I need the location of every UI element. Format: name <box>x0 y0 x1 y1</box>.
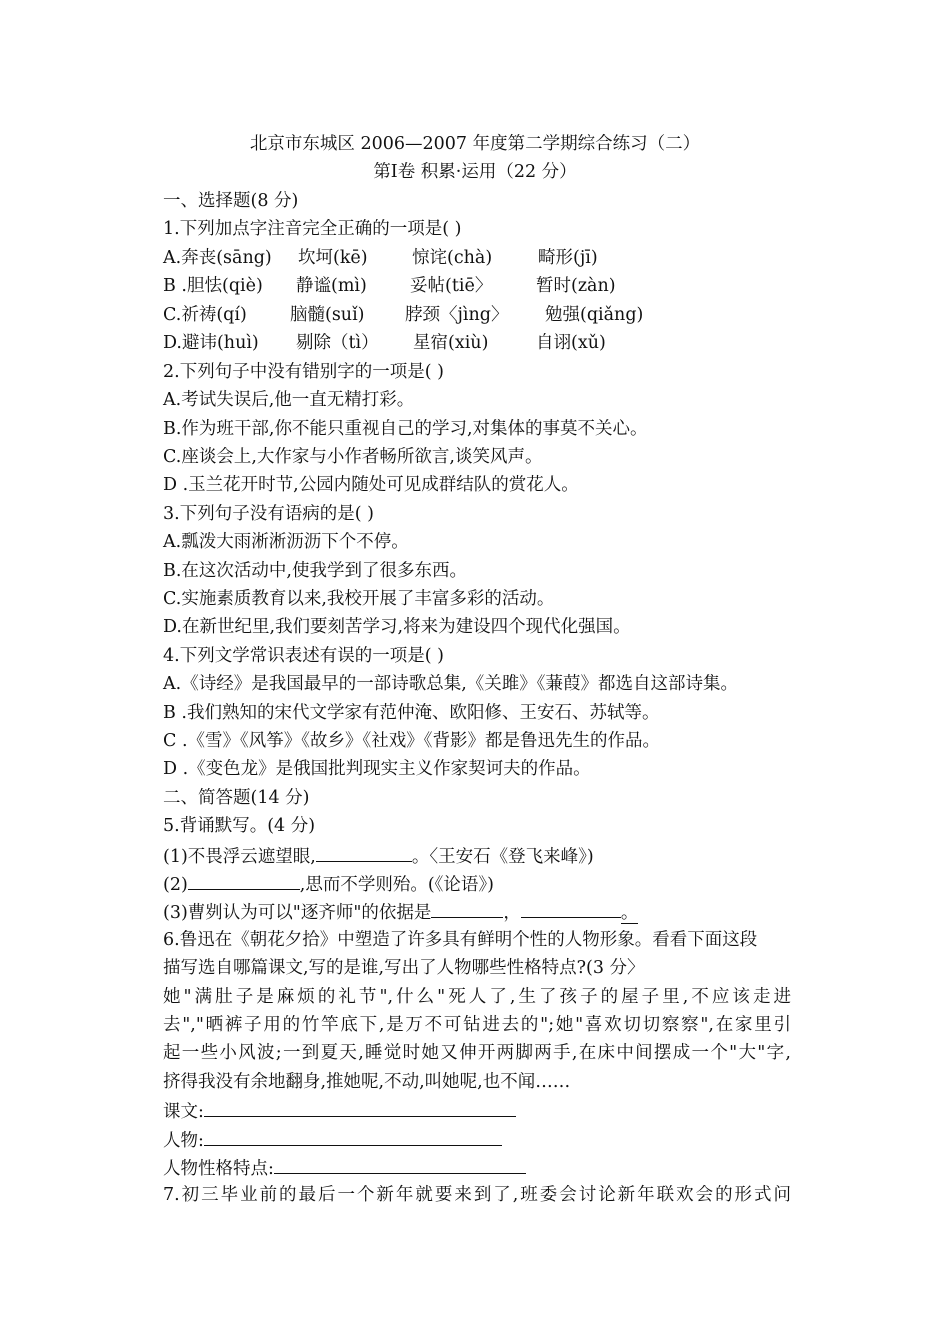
recite-source: 。〈王安石《登飞来峰》) <box>411 847 594 867</box>
recite-prompt: (3)曹刿认为可以"逐齐师"的依据是 <box>163 903 432 923</box>
question-3-option-a: A.瓢泼大雨淅淅沥沥下个不停。 <box>163 532 409 552</box>
option-cell: C.祈祷(qí) <box>163 305 247 325</box>
passage-line: 起一些小风波;一到夏天,睡觉时她又伸开两脚两手,在床中间摆成一个"大"字, <box>163 1043 791 1063</box>
answer-blank[interactable] <box>188 869 300 890</box>
question-3-option-b: B.在这次活动中,使我学到了很多东西。 <box>163 561 467 581</box>
option-cell: 脖颈〈jìng〉 <box>405 305 509 325</box>
passage-line: 去","晒裤子用的竹竿底下,是万不可钻进去的";她"喜欢切切察察",在家里引 <box>163 1015 791 1035</box>
question-3-stem: 3.下列句子没有语病的是( ) <box>163 504 374 524</box>
option-cell: 勉强(qiǎng) <box>545 305 644 325</box>
option-cell: 妥帖(tiē〉 <box>410 276 493 296</box>
question-4-option-b: B .我们熟知的宋代文学家有范仲淹、欧阳修、王安石、苏轼等。 <box>163 703 660 723</box>
answer-blank[interactable] <box>204 1096 516 1117</box>
question-2-option-d: D .玉兰花开时节,公园内随处可见成群结队的赏花人。 <box>163 475 579 495</box>
answer-field-text <box>163 1096 516 1126</box>
question-2-option-a: A.考试失误后,他一直无精打彩。 <box>163 390 415 410</box>
answer-blank[interactable] <box>204 1125 502 1146</box>
answer-field-person <box>163 1125 502 1155</box>
option-cell: 坎坷(kē) <box>298 248 368 268</box>
question-6-stem-2: 描写选自哪篇课文,写的是谁,写出了人物哪些性格特点?(3 分〉 <box>163 958 645 978</box>
question-4-option-a: A.《诗经》是我国最早的一部诗歌总集,《关雎》《蒹葭》都选自这部诗集。 <box>163 674 739 694</box>
answer-blank[interactable] <box>316 841 412 862</box>
question-5-stem: 5.背诵默写。(4 分) <box>163 816 316 836</box>
question-7-stem: 7.初三毕业前的最后一个新年就要来到了,班委会讨论新年联欢会的形式问 <box>163 1185 791 1205</box>
question-6-stem-1: 6.鲁迅在《朝花夕拾》中塑造了许多具有鲜明个性的人物形象。看看下面这段 <box>163 930 758 950</box>
field-label: 课文: <box>163 1102 204 1122</box>
page-subtitle: 第Ⅰ卷 积累·运用（22 分） <box>373 162 577 182</box>
option-cell: 剔除（tì） <box>296 333 379 353</box>
section-choice-heading: 一、选择题(8 分) <box>163 191 299 211</box>
question-4-stem: 4.下列文学常识表述有误的一项是( ) <box>163 646 444 666</box>
option-cell: 暂时(zàn) <box>536 276 616 296</box>
option-cell: A.奔丧(sāng) <box>163 248 272 268</box>
section-short-answer-heading: 二、简答题(14 分) <box>163 788 310 808</box>
question-5-line-3 <box>163 897 638 927</box>
recite-prompt: (2) <box>163 875 188 895</box>
separator: ， <box>503 903 521 923</box>
passage-line: 挤得我没有余地翻身,推她呢,不动,叫她呢,也不闻…… <box>163 1072 571 1092</box>
option-cell: D.避讳(huì) <box>163 333 259 353</box>
answer-blank[interactable] <box>521 897 621 918</box>
recite-prompt: (1)不畏浮云遮望眼, <box>163 847 316 867</box>
option-cell: 自诩(xǔ) <box>536 333 606 353</box>
option-cell: 脑髓(suǐ) <box>290 305 365 325</box>
passage-line: 她"满肚子是麻烦的礼节",什么"死人了,生了孩子的屋子里,不应该走进 <box>163 987 791 1007</box>
answer-blank[interactable] <box>431 897 503 918</box>
option-cell: B .胆怯(qiè) <box>163 276 263 296</box>
question-2-option-c: C.座谈会上,大作家与小作者畅所欲言,谈笑风声。 <box>163 447 543 467</box>
period: 。 <box>620 903 639 923</box>
question-4-option-c: C .《雪》《风筝》《故乡》《社戏》《背影》都是鲁迅先生的作品。 <box>163 731 661 751</box>
question-5-line-1 <box>163 841 594 871</box>
question-4-option-d: D .《变色龙》是俄国批判现实主义作家契诃夫的作品。 <box>163 759 591 779</box>
recite-source: ,思而不学则殆。(《论语》) <box>299 875 495 895</box>
question-3-option-d: D.在新世纪里,我们要刻苦学习,将来为建设四个现代化强国。 <box>163 617 631 637</box>
option-cell: 星宿(xiù) <box>413 333 489 353</box>
question-1-stem: 1.下列加点字注音完全正确的一项是( ) <box>163 219 462 239</box>
option-cell: 惊诧(chà) <box>412 248 493 268</box>
answer-field-traits <box>163 1153 526 1183</box>
field-label: 人物: <box>163 1131 204 1151</box>
question-5-line-2 <box>163 869 494 899</box>
question-2-stem: 2.下列句子中没有错别字的一项是( ) <box>163 362 444 382</box>
option-cell: 畸形(jī) <box>538 248 598 268</box>
page-title: 北京市东城区 2006—2007 年度第二学期综合练习（二） <box>249 134 701 154</box>
option-cell: 静谧(mì) <box>296 276 367 296</box>
answer-blank[interactable] <box>274 1153 526 1174</box>
field-label: 人物性格特点: <box>163 1159 274 1179</box>
question-2-option-b: B.作为班干部,你不能只重视自己的学习,对集体的事莫不关心。 <box>163 419 648 439</box>
question-3-option-c: C.实施素质教育以来,我校开展了丰富多彩的活动。 <box>163 589 555 609</box>
